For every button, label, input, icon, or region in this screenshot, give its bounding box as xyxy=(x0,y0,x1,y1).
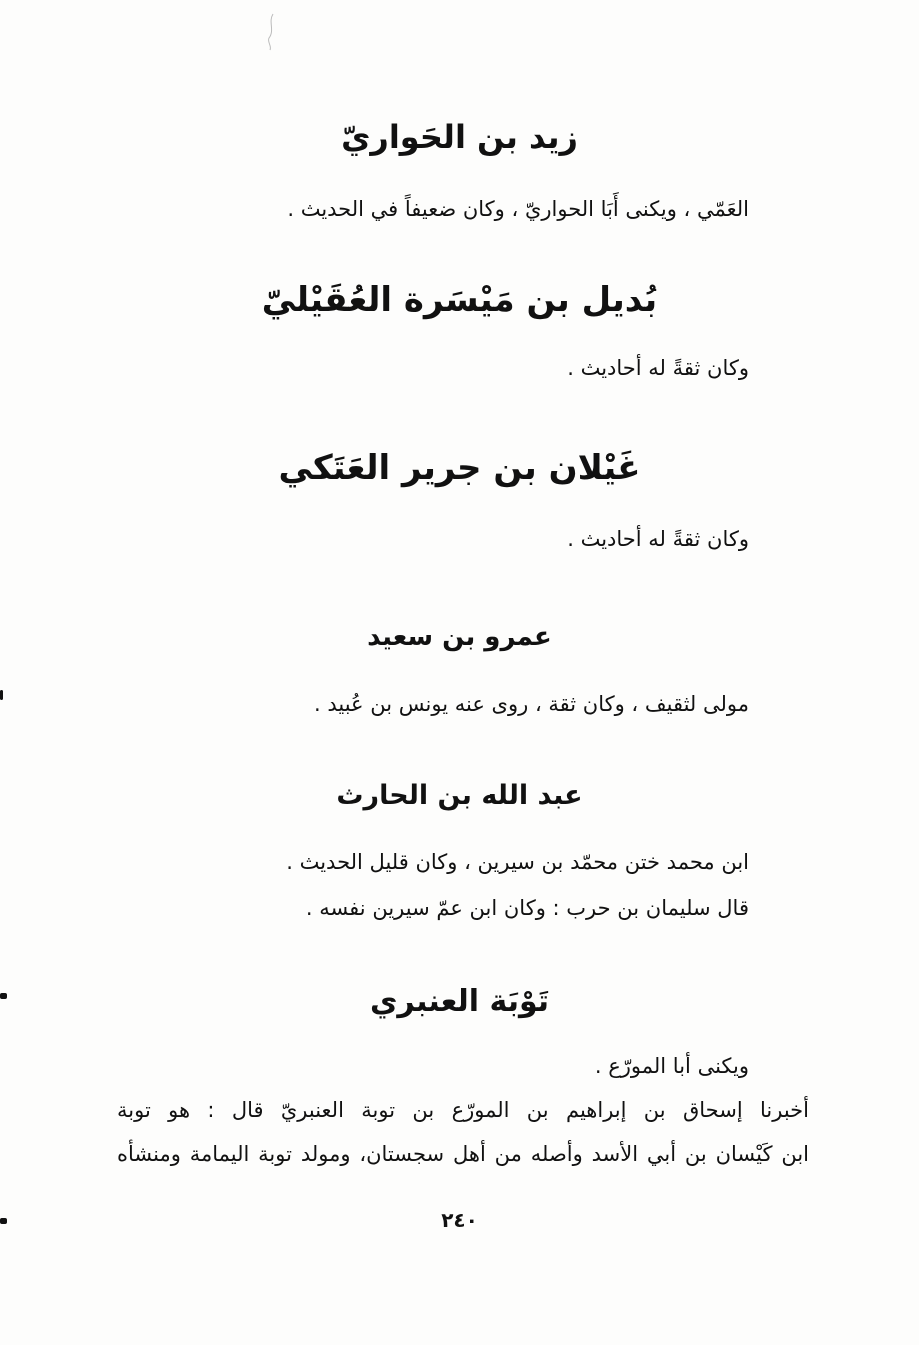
entry-text-abdullah-line-1: ابن محمد ختن محمّد بن سيرين ، وكان قليل الحديث . xyxy=(286,850,749,874)
edge-mark xyxy=(0,1218,7,1224)
edge-mark xyxy=(0,993,7,999)
entry-text-amr-line-1: مولى لثقيف ، وكان ثقة ، روى عنه يونس بن عُبيد . xyxy=(314,692,749,716)
entry-text-abdullah-line-2: قال سليمان بن حرب : وكان ابن عمّ سيرين نفسه . xyxy=(305,896,749,920)
entry-title-tawba: تَوْبَة العنبري xyxy=(369,984,550,1019)
entry-text-zayd-line-1: العَمّي ، ويكنى أَبَا الحواريّ ، وكان ضعيفاً في الحديث . xyxy=(287,197,749,221)
entry-title-amr: عمرو بن سعيد xyxy=(367,622,552,652)
entry-title-zayd: زيد بن الحَواريّ xyxy=(341,118,578,156)
entry-title-abdullah: عبد الله بن الحارث xyxy=(336,780,583,811)
entry-text-budayl-line-1: وكان ثقةً له أحاديث . xyxy=(567,356,749,380)
entry-text-tawba-line-3: ابن كَيْسان بن أبي الأسد وأصله من أهل سجستان، ومولد توبة اليمامة ومنشأه xyxy=(117,1142,809,1166)
entry-text-tawba-line-2: أخبرنا إسحاق بن إبراهيم بن المورّع بن توبة العنبريّ قال : هو توبة xyxy=(117,1098,809,1122)
entry-text-tawba-line-1: ويكنى أبا المورّع . xyxy=(594,1054,749,1078)
entry-title-budayl: بُديل بن مَيْسَرة العُقَيْليّ xyxy=(261,280,658,320)
scan-mark xyxy=(266,12,276,52)
entry-title-ghaylan: غَيْلان بن جرير العَتَكي xyxy=(278,448,641,488)
page-number: ٢٤٠ xyxy=(441,1208,478,1232)
edge-mark xyxy=(0,690,3,700)
entry-text-ghaylan-line-1: وكان ثقةً له أحاديث . xyxy=(567,527,749,551)
